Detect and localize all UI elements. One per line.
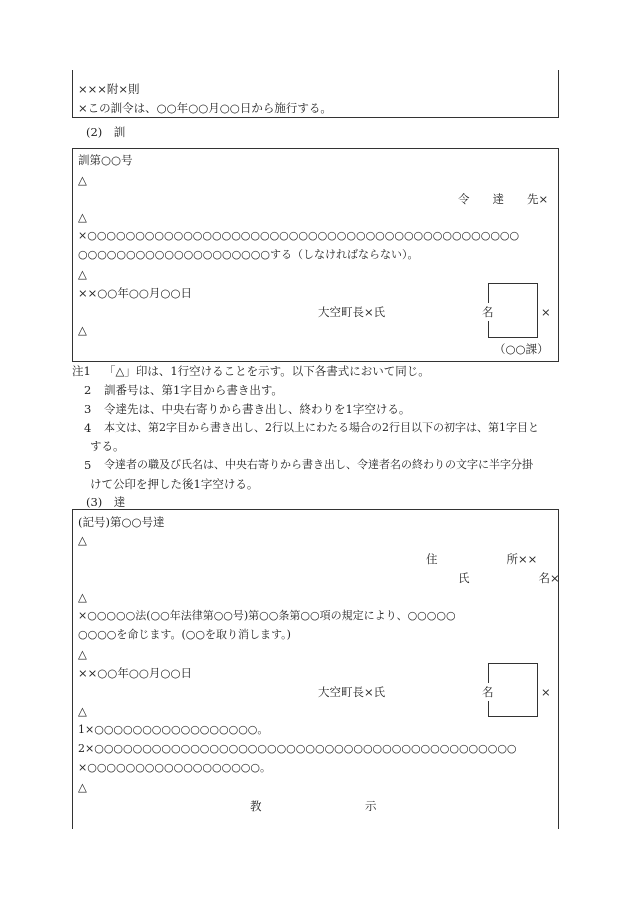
note-1-text: 「△」印は、1行空けることを示す。以下各書式において同じ。 bbox=[104, 364, 430, 378]
blank-marker: △ bbox=[78, 590, 87, 604]
note-3-text: 令達先は、中央右寄りから書き出し、終わりを1字空ける。 bbox=[104, 402, 411, 416]
issuer-title: 大空町長×氏 bbox=[318, 305, 386, 319]
note-5-num: 5 bbox=[84, 458, 92, 472]
blank-marker: △ bbox=[78, 210, 87, 224]
note-5-text: 令達者の職及び氏名は、中央右寄りから書き出し、令達者名の終わりの文字に半字分掛 bbox=[104, 458, 533, 471]
tatsu-body-line2: ○○○○を命じます。(○○を取り消します。) bbox=[78, 628, 291, 641]
issuer-name-char: 名 bbox=[482, 685, 494, 699]
section1-line1: ×××附×則 bbox=[78, 82, 140, 96]
kun-number: 訓第○○号 bbox=[78, 153, 133, 167]
note-2-num: 2 bbox=[84, 383, 92, 397]
blank-marker: △ bbox=[78, 647, 87, 661]
tatsu-number: (記号)第○○号達 bbox=[78, 515, 165, 529]
note-4-text: 本文は、第2字目から書き出し、2行以上にわたる場合の2行目以下の初字は、第1字目と bbox=[104, 421, 539, 434]
issue-date: ××○○年○○月○○日 bbox=[78, 286, 192, 300]
list-item-1: 1×○○○○○○○○○○○○○○○○○。 bbox=[78, 723, 269, 736]
blank-marker: △ bbox=[78, 704, 87, 718]
kun-body-line2: ○○○○○○○○○○○○○○○○○○○○する（しなければならない）。 bbox=[78, 248, 419, 261]
note-1-num: 注1 bbox=[72, 364, 91, 378]
issuer-name-end: × bbox=[541, 305, 551, 319]
tatsu-body-line1: ×○○○○○法(○○年法律第○○号)第○○条第○○項の規定により、○○○○○ bbox=[78, 609, 456, 622]
blank-marker: △ bbox=[78, 323, 87, 337]
issue-date: ××○○年○○月○○日 bbox=[78, 666, 192, 680]
note-3-num: 3 bbox=[84, 402, 92, 416]
note-4-cont: する。 bbox=[90, 439, 125, 453]
blank-marker: △ bbox=[78, 780, 87, 794]
heading-kun: (2) 訓 bbox=[86, 125, 126, 139]
address-label: 住 所×× bbox=[426, 552, 538, 566]
note-2-text: 訓番号は、第1字目から書き出す。 bbox=[104, 383, 283, 397]
official-seal-box bbox=[488, 663, 538, 717]
note-4-num: 4 bbox=[84, 421, 92, 435]
issuer-title: 大空町長×氏 bbox=[318, 685, 386, 699]
section1-line2: ×この訓令は、○○年○○月○○日から施行する。 bbox=[78, 101, 332, 115]
blank-marker: △ bbox=[78, 173, 87, 187]
heading-tatsu: (3) 達 bbox=[86, 495, 126, 509]
list-item-2-line1: 2×○○○○○○○○○○○○○○○○○○○○○○○○○○○○○○○○○○○○○○○○○○○○ bbox=[78, 742, 517, 755]
issuer-name-end: × bbox=[541, 685, 551, 699]
official-seal-box bbox=[488, 283, 538, 338]
issuer-name-char: 名 bbox=[482, 305, 494, 319]
name-label: 氏 名× bbox=[458, 571, 560, 585]
blank-marker: △ bbox=[78, 533, 87, 547]
instruction-heading: 教 示 bbox=[250, 799, 377, 813]
recipient: 令 達 先× bbox=[458, 192, 549, 206]
note-5-cont: けて公印を押した後1字空ける。 bbox=[90, 477, 259, 491]
list-item-2-line2: ×○○○○○○○○○○○○○○○○○○。 bbox=[78, 761, 271, 774]
department: （○○課） bbox=[494, 342, 549, 356]
blank-marker: △ bbox=[78, 267, 87, 281]
kun-body-line1: ×○○○○○○○○○○○○○○○○○○○○○○○○○○○○○○○○○○○○○○○○○○○○○ bbox=[78, 229, 520, 242]
